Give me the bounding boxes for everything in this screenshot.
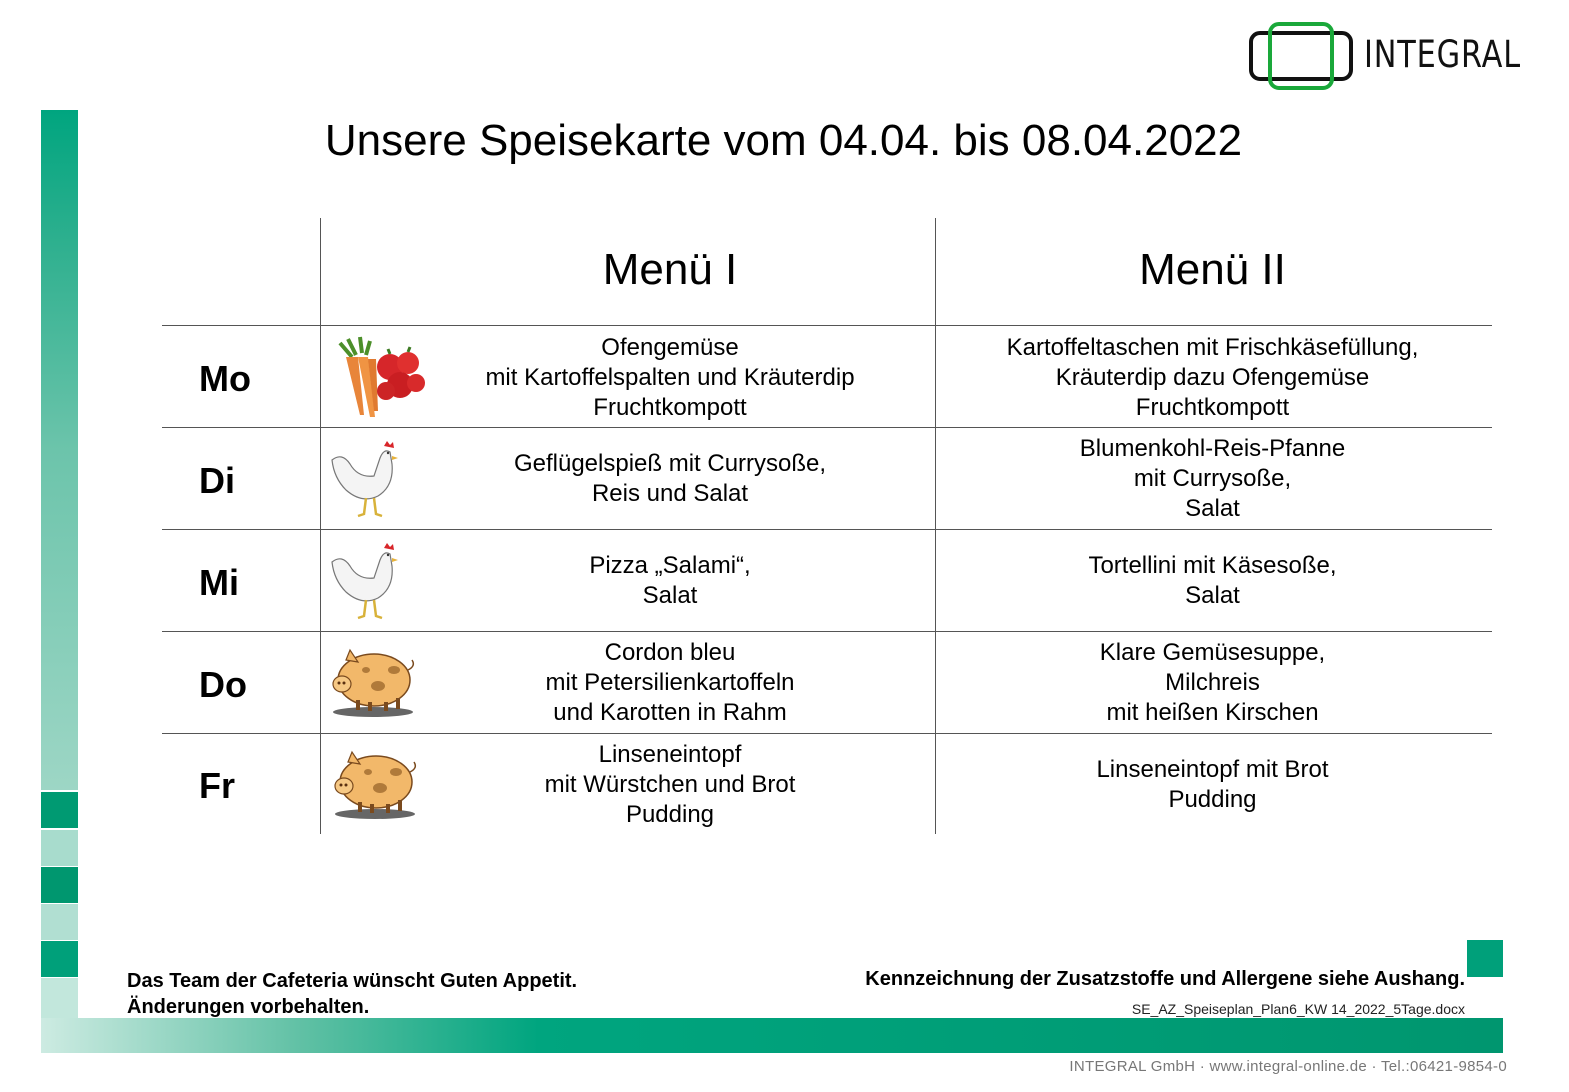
table-divider	[162, 427, 1492, 428]
footer-line: Änderungen vorbehalten.	[127, 996, 370, 1018]
menu-line: Geflügelspieß mit Currysoße,	[513, 450, 827, 477]
menu-line: Fruchtkompott	[1135, 394, 1290, 421]
table-divider	[320, 218, 321, 834]
menu-1-mi	[430, 551, 910, 611]
menu-1-di	[430, 449, 910, 509]
decor-square	[41, 867, 78, 903]
menu-line: Salat	[642, 582, 698, 609]
footer-line: Das Team der Cafeteria wünscht Guten Appetit.	[127, 970, 578, 992]
menu-2-di	[940, 434, 1485, 524]
decor-square	[41, 830, 78, 866]
chicken-icon	[328, 438, 398, 520]
decor-square	[41, 941, 78, 977]
menu-line: Reis und Salat	[591, 480, 749, 507]
decor-square	[41, 978, 78, 1018]
menu-line: Linseneintopf	[598, 741, 742, 768]
corner-decor-square	[1467, 940, 1503, 977]
chicken-icon	[328, 540, 398, 622]
bottom-decor-bar	[41, 1018, 1503, 1053]
logo-text: INTEGRAL	[1364, 33, 1521, 76]
menu-line: mit Würstchen und Brot	[544, 771, 796, 798]
menu-2-mi	[940, 551, 1485, 611]
menu-line: Ofengemüse	[601, 334, 739, 361]
menu-line: mit Kartoffelspalten und Kräuterdip	[485, 364, 855, 391]
decor-square	[41, 904, 78, 940]
table-divider	[162, 733, 1492, 734]
footer-allergen-note: Kennzeichnung der Zusatzstoffe und Allergene siehe Aushang.	[865, 968, 1465, 990]
menu-2-fr	[940, 755, 1485, 815]
menu-line: Fruchtkompott	[593, 394, 747, 421]
menu-line: Tortellini mit Käsesoße,	[1088, 552, 1337, 579]
menu-line: Pudding	[625, 801, 715, 828]
menu-line: Blumenkohl-Reis-Pfanne	[1079, 435, 1346, 462]
menu-line: mit Petersilienkartoffeln	[545, 669, 795, 696]
menu-2-mo	[940, 333, 1485, 423]
file-reference: SE_AZ_Speiseplan_Plan6_KW 14_2022_5Tage.docx	[1131, 1001, 1465, 1017]
day-label-fr: Fr	[199, 765, 235, 806]
day-label-di: Di	[199, 460, 235, 501]
menu-line: Klare Gemüsesuppe,	[1099, 639, 1326, 666]
company-info: INTEGRAL GmbH · www.integral-online.de · Tel.:06421-9854-0	[1069, 1058, 1507, 1075]
pig-icon	[330, 742, 420, 822]
table-divider	[935, 218, 936, 834]
menu-line: Pudding	[1168, 786, 1257, 813]
menu-1-do	[430, 638, 910, 728]
left-decor-bar	[41, 110, 78, 790]
footer-greeting	[127, 968, 577, 1020]
menu-line: mit Currysoße,	[1133, 465, 1292, 492]
menu-line: Salat	[1185, 495, 1240, 522]
menu-line: Kartoffeltaschen mit Frischkäsefüllung,	[1006, 334, 1419, 361]
decor-square	[41, 792, 78, 828]
day-label-do: Do	[199, 664, 247, 705]
menu-1-fr	[430, 740, 910, 830]
menu-line: Cordon bleu	[604, 639, 736, 666]
day-label-mo: Mo	[199, 358, 251, 399]
menu-line: Linseneintopf mit Brot	[1096, 756, 1329, 783]
vegetables-icon	[330, 333, 425, 419]
table-divider	[162, 631, 1492, 632]
menu-line: und Karotten in Rahm	[553, 699, 787, 726]
day-label-mi: Mi	[199, 562, 239, 603]
menu-line: mit heißen Kirschen	[1106, 699, 1319, 726]
column-header-menu-1: Menü I	[602, 245, 738, 294]
menu-line: Salat	[1185, 582, 1240, 609]
table-divider	[162, 325, 1492, 326]
menu-line: Pizza „Salami“,	[589, 552, 751, 579]
table-divider	[162, 529, 1492, 530]
menu-line: Milchreis	[1165, 669, 1260, 696]
menu-line: Kräuterdip dazu Ofengemüse	[1055, 364, 1370, 391]
page-title: Unsere Speisekarte vom 04.04. bis 08.04.2022	[324, 116, 1243, 165]
column-header-menu-2: Menü II	[1139, 245, 1286, 294]
menu-1-mo	[430, 333, 910, 423]
menu-2-do	[940, 638, 1485, 728]
pig-icon	[328, 640, 418, 720]
